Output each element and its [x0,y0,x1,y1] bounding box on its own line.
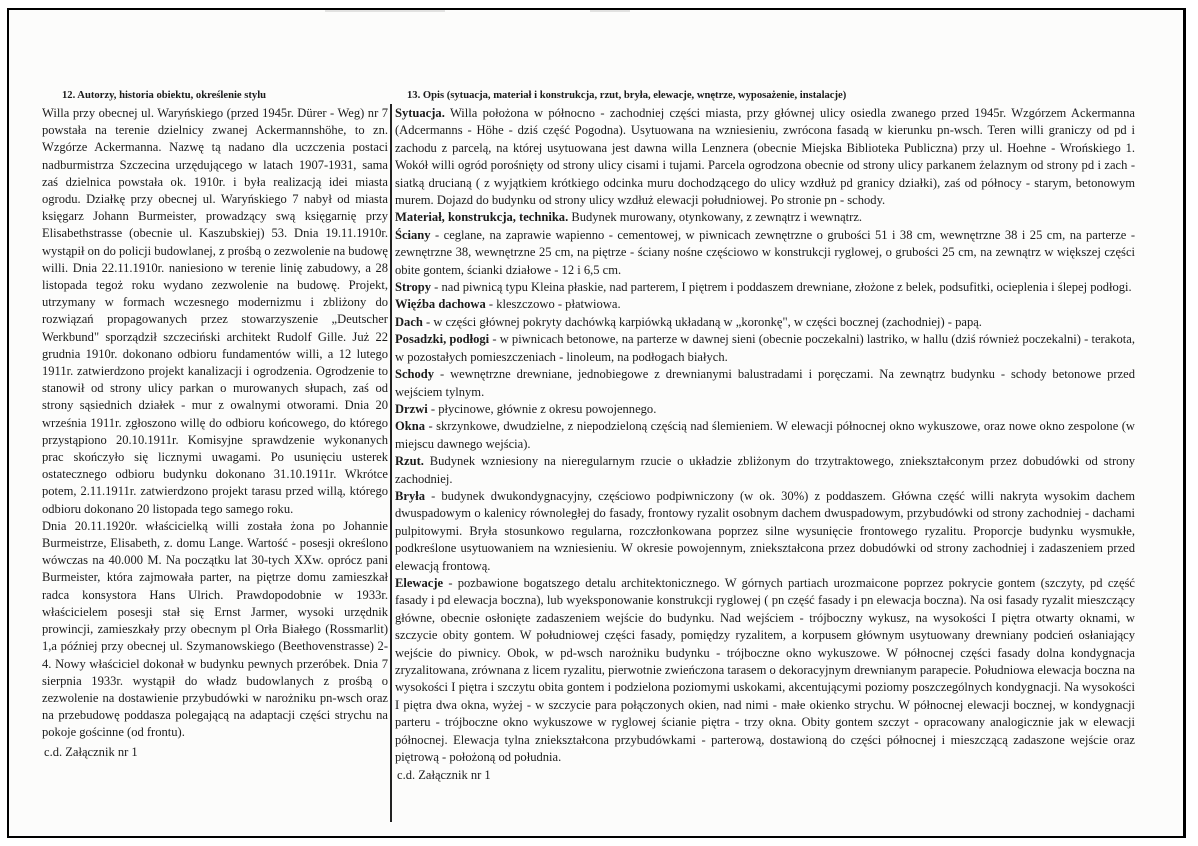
section-text: Budynek wzniesiony na nieregularnym rzucie o układzie zbliżonym do trzytraktowego, zniekształconym przez dobudówki od strony zachodniej. [395,454,1135,486]
section-label: Bryła [395,488,425,503]
section-text: - pozbawione bogatszego detalu architektonicznego. W górnych partiach urozmaicone poprzez pokrycie gontem (szczyty, pd część fasady i pd elewacja boczna), lub wyeksponowanie konstrukcji ryglowej ( pn część fasady i pn elewacja boczna). Na osi fasady ryzalit mieszczący główne, obecnie osłonięte zadaszeniem wejście do budynku. Nad wejściem - trójboczny wykusz, na wysokości I piętra otwarty oknami, w szczycie obity gontem. W południowej części fasady, pomiędzy ryzalitem, a korpusem głównym usytuowany drewniany podcień osłaniający wejście do piwnicy. Obok, w pd-wsch narożniku budynku - trójboczne okno wykuszowe. W północnej części fasady dolna kondygnacja zryzalitowana, zrównana z licem ryzalitu, pierwotnie zwieńczona tarasem o dekoracyjnym drewnianym parapecie. Południowa elewacja boczna na wysokości I piętra i szczytu obita gontem i podzielona poziomymi uskokami, akcentującymi poziomy poszczególnych kondygnacji. Na wysokości I piętra dwa okna, wyżej - w szczycie para połączonych okien, nad nimi - małe okienko strychu. W północnej elewacji bocznej, w kondygnacji parteru - trójboczne okno wykuszowe w ryglowej ścianie piętra - trzy okna. Obity gontem szczyt - opracowany analogicznie jak w elewacji północnej. Elewacja tylna zniekształcona przybudówkami - parterową, dostawioną do części północnej i mieszczącą zadaszone wejście oraz piętrową - położoną od południa. [395,575,1135,765]
history-paragraph: Willa przy obecnej ul. Waryńskiego (przed 1945r. Dürer - Weg) nr 7 powstała na terenie dzielnicy zwanej Ackermannshöhe, to zn. Wzgórze Ackermanna. Nazwę tą nadano dla uczczenia postaci nadburmistrza Szczecina urzędującego w latach 1907-1931, sama zaś dzielnica powstała ok. 1910r. i była realizacją idei miasta ogrodu. Działkę przy obecnej ul. Waryńskiego 7 nabył od miasta księgarz Johann Burmeister, prowadzący swą księgarnię przy Elisabethstrasse (obecnie ul. Kaszubskiej) 53. Dnia 19.11.1910r. wystąpił on do policji budowlanej, z prośbą o zezwolenie na budowę willi. Dnia 22.11.1910r. naniesiono w terenie linię zabudowy, a 28 listopada tegoż roku wydano zezwolenie na budowę. Projekt, utrzymany w formach wczesnego modernizmu i zbliżony do rozwiązań propagowanych przez stowarzyszenie „Deutscher Werkbund" sporządził szczeciński architekt Rudolf Gille. Już 22 grudnia 1910r. dokonano odbioru fundamentów willi, a 12 lutego 1911r. zatwierdzono projekt kanalizacji i ogrodzenia. Ogrodzenie to stanowił od strony ulicy parkan o murowanych słupach, zaś od strony sąsiednich działek - mur z owalnymi otworami. Dnia 20 września 1911r. zgłoszono willę do odbioru końcowego, do którego przystąpiono 20.10.1911r. Komisyjne sprawdzenie wykonanych prac skończyło się licznymi uwagami. Po usunięciu usterek ostatecznego odbioru budynku dokonano 31.10.1911r. Wkrótce potem, 2.11.1911r. zatwierdzono projekt tarasu przed willą, którego odbioru dokonano 20 listopada tego samego roku. [42,106,388,516]
section-13-column [395,88,1135,785]
column-divider [390,104,392,822]
section-text: Budynek murowany, otynkowany, z zewnątrz i wewnątrz. [568,210,863,225]
section-label: Ściany [395,227,431,242]
section-13-heading: 13. Opis (sytuacja, materiał i konstrukcja, rzut, bryła, elewacje, wnętrze, wyposażenie, instalacje) [407,90,847,101]
section-label: Okna [395,419,425,434]
section-label: Więźba dachowa [395,297,486,312]
section-text: - ceglane, na zaprawie wapienno - cementowej, w piwnicach zewnętrzne o grubości 51 i 38 cm, wewnętrzne 38 i 25 cm, na parterze - zewnętrzne 38, wewnętrzne 25 cm, na piętrze - ściany nośne częściowo w konstrukcji ryglowej, o grubości 25 cm, na zewnątrz w większej części obite gontem, ścianki działowe - 12 i 6,5 cm. [395,227,1135,277]
description-paragraph [395,488,1135,575]
section-text: - płycinowe, głównie z okresu powojennego. [427,401,657,416]
section-text: - w piwnicach betonowe, na parterze w dawnej sieni (obecnie poczekalni) lastriko, w hallu (dziś również poczekalni) - terakota, w pozostałych pomieszczeniach - linoleum, na podłogach białych. [395,332,1135,364]
description-paragraph [395,209,1135,226]
description-paragraph [395,279,1135,296]
description-paragraph [395,296,1135,313]
section-text: - skrzynkowe, dwudzielne, z niepodzieloną częścią nad ślemieniem. W elewacji północnej okno wykuszowe, oraz nowe okno zespolone (w miejscu dawnego wejścia). [395,419,1135,451]
section-12-heading: 12. Autorzy, historia obiektu, określenie stylu [62,90,267,101]
section-text: - budynek dwukondygnacyjny, częściowo podpiwniczony (w ok. 30%) z poddaszem. Główna część willi nakryta wysokim dachem dwuspadowym o kalenicy równoległej do fasady, frontowy ryzalit osobnym dachem dwuspadowym, przybudówki od strony zachodniej - dachami pulpitowymi. Bryła stosunkowo regularna, rozczłonkowana poprzez silne wysunięcie frontowego ryzalitu. Proporcje budynku wysmukłe, podkreślone usytuowaniem na wzniesieniu. W okresie powojennym, zniekształcona przez dobudówki od strony zachodniej i zadaszeniem przed elewacją frontową. [395,488,1135,573]
left-footer-note: c.d. Załącznik nr 1 [44,744,138,759]
right-footer-note: c.d. Załącznik nr 1 [397,768,491,783]
scan-mark [590,10,630,12]
section-label: Rzut. [395,454,424,469]
section-12-column [42,88,388,761]
section-label: Schody [395,367,435,382]
description-paragraph [395,314,1135,331]
description-paragraph [395,418,1135,453]
description-paragraph [395,331,1135,366]
scan-edge [0,0,1198,8]
description-paragraph [395,575,1135,766]
section-text: - wewnętrzne drewniane, jednobiegowe z drewnianymi balustradami i poręczami. Na zewnątrz budynku - schody betonowe przed wejściem tylnym. [395,367,1135,399]
description-paragraph [395,401,1135,418]
section-text: - w części głównej pokryty dachówką karpiówką układaną w „koronkę", w części bocznej (zachodniej) - papą. [422,314,982,329]
description-paragraph [395,453,1135,488]
description-paragraph [395,227,1135,279]
section-label: Stropy [395,280,432,295]
section-label: Elewacje [395,575,444,590]
description-paragraph [395,366,1135,401]
section-label: Sytuacja. [395,106,445,120]
scan-mark [325,10,445,12]
section-label: Dach [395,314,423,329]
section-text: - kleszczowo - płatwiowa. [485,297,621,312]
section-label: Materiał, konstrukcja, technika. [395,210,569,225]
section-label: Drzwi [395,401,428,416]
section-text: - nad piwnicą typu Kleina płaskie, nad parterem, I piętrem i poddaszem drewniane, złożone z belek, podsufitki, ocieplenia i ślepej podłogi. [431,280,1132,295]
section-label: Posadzki, podłogi [395,332,490,347]
description-paragraph [395,105,1135,209]
section-text: Willa położona w północno - zachodniej części miasta, przy głównej ulicy osiedla zwanego przed 1945r. Wzgórzem Ackermanna (Adcermanns - Höhe - dziś część Pogodna). Usytuowana na wzniesieniu, zwrócona fasadą w kierunku pn-wsch. Teren willi graniczy od pd i zachodu z parcelą, na której usytuowana jest dawna willa Lenznera (obecnie Miejska Biblioteka Publiczna) przy ul. Hoehne - Wrońskiego 1. Wokół willi ogród porośnięty od strony ulicy cisami i tujami. Parcela ogrodzona obecnie od strony ulicy parkanem żelaznym od strony pd i zach - siatką drucianą ( z wyjątkiem krótkiego odcinka muru dochodzącego do ulicy wzdłuż pd granicy działki), zaś od północy - starym, betonowym murem. Dojazd do budynku od strony ulicy wzdłuż elewacji południowej. Po stronie pn - schody. [395,106,1135,208]
history-paragraph: Dnia 20.11.1920r. właścicielką willi została żona po Johannie Burmeistrze, Elisabeth, z. domu Lange. Wartość - posesji określono wówczas na 40.000 M. Na początku lat 30-tych XXw. oprócz pani Burmeister, która zajmowała parter, na piętrze domu zamieszkał radca konsystora Hans Ulrich. Prawdopodobnie w 1933r. właścicielem posesji stał się Ernst Jarmer, wysoki urzędnik prowincji, zamieszkały przy obecnym pl Orła Białego (Rossmarlit) 1,a później przy obecnej ul. Szymanowskiego (Beethovenstrasse) 2-4. Nowy właściciel dokonał w budynku pewnych przeróbek. Dnia 7 sierpnia 1933r. wystąpił do władz budowlanych z prośbą o zezwolenie na dostawienie przybudówki w narożniku pn-wsch oraz na przebudowę poddasza polegającą na adaptacji części strychu na pokoje gościnne (od frontu). [42,518,388,740]
